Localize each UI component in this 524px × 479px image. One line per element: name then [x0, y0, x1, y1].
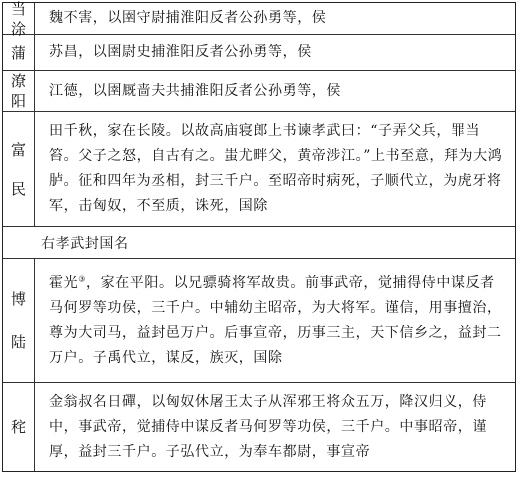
table-row [3, 259, 515, 383]
table-row [3, 0, 515, 38]
row-label [3, 0, 35, 38]
row-text: 田千秋，家在长陵。以故高庙寝郎上书谏孝武曰：“子弄父兵，罪当笞。父子之怒，自古有之。蚩尤畔父，黄帝涉江。”上书至意，拜为大鸿胪。征和四年为丞相，封三千户。至昭帝时病死，子顺代立，为虎牙将军，击匈奴，不至质，诛死，国除 [49, 123, 503, 214]
person-name: 霍光 [49, 274, 79, 291]
table-row [3, 35, 515, 71]
row-text [49, 259, 505, 382]
row-text: 苏昌，以圉尉史捕淮阳反者公孙勇等，侯 [49, 44, 312, 60]
row-label [3, 259, 35, 382]
footnote-marker: ③ [78, 273, 86, 283]
row-text: 金翁叔名日磾，以匈奴休屠王太子从浑邪王将众五万，降汉归义，侍中，事武帝，觉捕侍中谋反者马何罗等功侯，三千户。中事昭帝，谨厚，益封三千户。子弘代立，为奉车都尉，事宣帝 [49, 393, 487, 460]
row-label [3, 112, 35, 226]
row-text: 江德，以圉厩啬夫共捕淮阳反者公孙勇等，侯 [49, 82, 341, 99]
label-char: 涂 [10, 19, 26, 38]
row-text-body: ，家在平阳。以兄骠骑将军故贵。前事武帝，觉捕得侍中谋反者马何罗等功侯，三千户。中辅幼主昭帝，为大将军。谨信，用事擅治，尊为大司马，益封邑万户。后事宣帝，历事三主，天下信乡之，益封二万户。子禹代立，谋反，族灭，国除 [49, 274, 502, 366]
label-char: 潦 [10, 72, 26, 90]
label-char: 秺 [10, 418, 26, 436]
row-label [3, 35, 35, 70]
row-label [3, 383, 35, 471]
row-text: 魏不害，以圉守尉捕淮阳反者公孙勇等，侯 [49, 10, 327, 26]
label-char: 阳 [10, 92, 26, 110]
section-heading: 右孝武封国名 [41, 235, 129, 252]
row-label [3, 71, 35, 111]
label-char: 陆 [10, 333, 26, 352]
label-char: 当 [10, 0, 26, 18]
label-char: 民 [10, 179, 26, 198]
label-char: 蒲 [10, 43, 26, 62]
table-row [3, 227, 515, 259]
label-char: 富 [10, 140, 26, 159]
table-row [3, 383, 515, 471]
table-row [3, 112, 515, 227]
fief-table [2, 2, 516, 472]
table-row [3, 71, 515, 112]
label-char: 博 [10, 289, 26, 308]
